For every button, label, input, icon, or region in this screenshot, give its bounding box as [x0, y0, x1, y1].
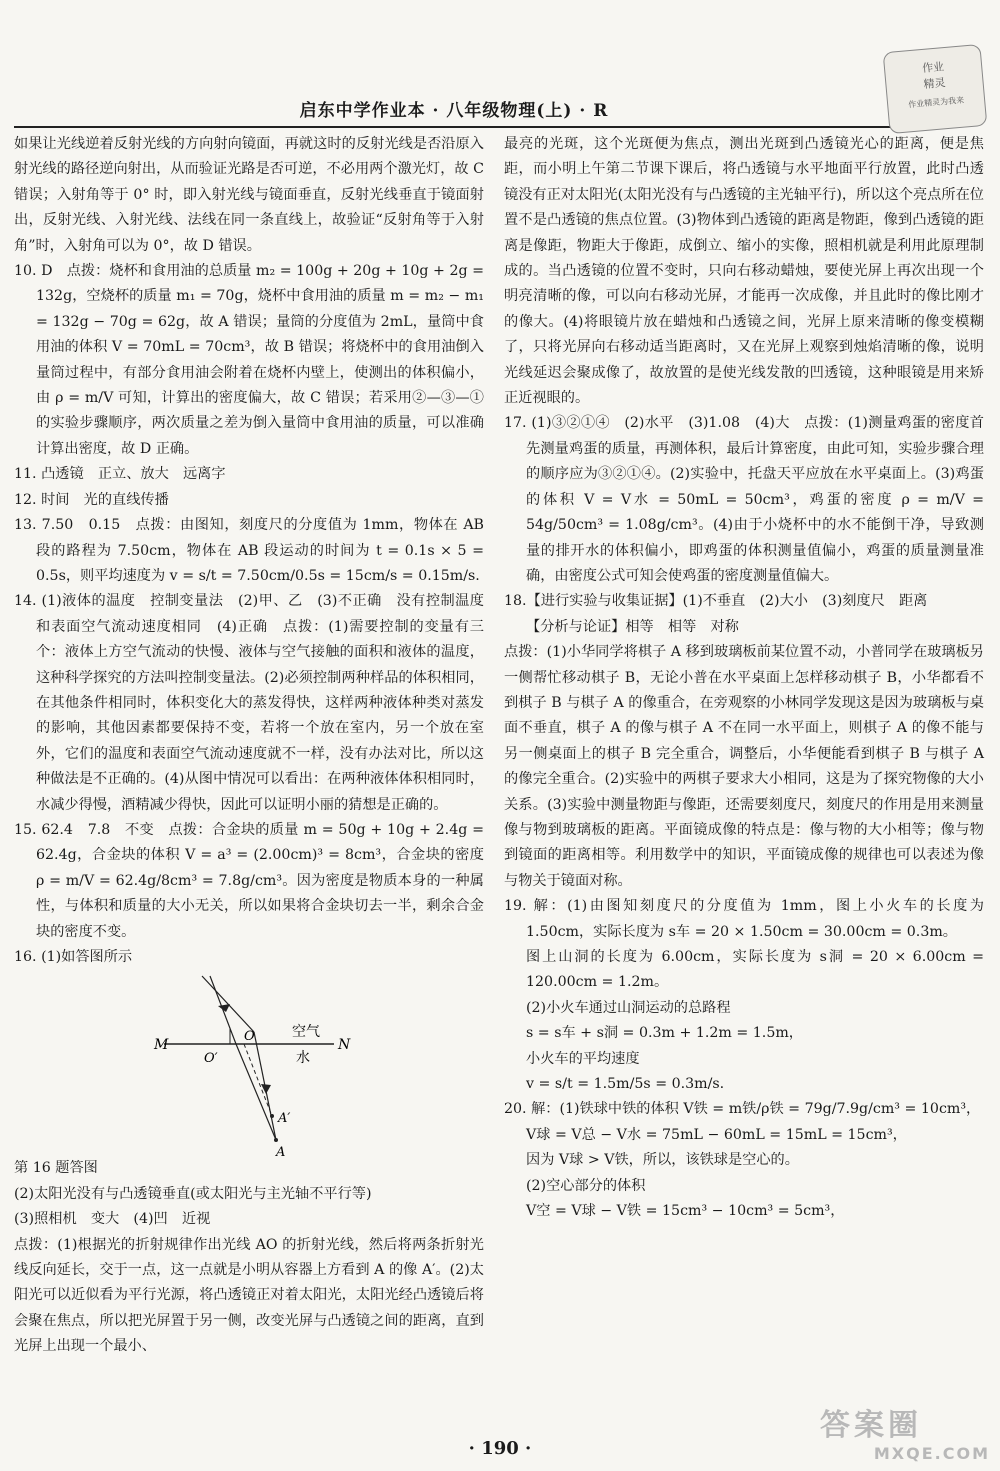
label-m: M: [154, 1037, 169, 1054]
answer-17: 17. (1)③②①④ (2)水平 (3)1.08 (4)大 点拨：(1)测量鸡蛋的密度首先测量鸡蛋的质量，再测体积，最后计算密度，由此可知，实验步骤合理的顺序应为③②①④。(2)实验中，托盘天平应放在水平桌面上。(3)鸡蛋的体积 V = V水 = 50mL = 50cm³，鸡蛋的密度 ρ = m/V = 54g/50cm³ = 1.08g/cm³。(4)由于小烧杯中的水不能倒干净，导致测量的排开水的体积偏小，即鸡蛋的体积测量值偏小，鸡蛋的质量测量准确，由密度公式可知会使鸡蛋的密度测量值偏大。: [504, 415, 984, 584]
object-point: [274, 1138, 278, 1142]
page-header: [14, 96, 894, 128]
answer-18-explanation: 点拨：(1)小华同学将棋子 A 移到玻璃板前某位置不动，小普同学在玻璃板另一侧帮忙移动棋子 B，无论小普在水平桌面上怎样移动棋子 B，小华都看不到棋子 B 与棋子 A 的像重合，在旁观察的小林同学发现这是因为玻璃板与桌面不垂直，棋子 A 的像与棋子 A 不在同一水平面上，则棋子 A 的像不能与另一侧桌面上的棋子 B 完全重合，调整后，小华便能看到棋子 B 与棋子 A 的像完全重合。(2)实验中的两棋子要求大小相同，这是为了探究物像的大小关系。(3)实验中测量物距与像距，还需要刻度尺，刻度尺的作用是用来测量像与物到玻璃板的距离。平面镜成像的特点是：像与物的大小相等；像与物到镜面的距离相等。利用数学中的知识，平面镜成像的规律也可以表述为像与物关于镜面对称。: [504, 644, 984, 889]
answer-19-part-2: (2)小火车通过山洞运动的总路程: [526, 999, 731, 1016]
answer-20-part-2: (2)空心部分的体积: [526, 1177, 646, 1194]
label-n: N: [338, 1037, 351, 1054]
incident-ray-2: [210, 976, 236, 1044]
answer-16-continued: 最亮的光斑，这个光斑便为焦点，测出光斑到凸透镜光心的距离，便是焦距，而小明上午第二节课下课后，将凸透镜与水平地面平行放置，此时凸透镜没有正对太阳光(太阳光没有与凸透镜的主光轴平行)，所以这个亮点所在位置不是凸透镜的焦点位置。(3)物体到凸透镜的距离是物距，像到凸透镜的距离是像距，物距大于像距，成倒立、缩小的实像，照相机就是利用此原理制成的。当凸透镜的位置不变时，只向右移动蜡烛，要使光屏上再次出现一个明亮清晰的像，可以向右移动光屏，才能再一次成像，并且此时的像比刚才的像大。(4)将眼镜片放在蜡烛和凸透镜之间，光屏上原来清晰的像变模糊了，只将光屏向右移动适当距离时，又在光屏上观察到烛焰清晰的像，说明光线延迟会聚成像了，故放置的是使光线发散的凹透镜，这种眼镜是用来矫正近视眼的。: [504, 136, 984, 407]
stamp-line-3: 作业精灵为我来: [907, 95, 965, 110]
refraction-diagram: [14, 970, 484, 1156]
answer-20: 20. 解：(1)铁球中铁的体积 V铁 = m铁/ρ铁 = 79g/7.9g/cm³ = 10cm³，: [504, 1101, 981, 1118]
figure-caption: 第 16 题答图: [14, 1160, 98, 1177]
refraction-diagram-svg: [14, 970, 484, 1156]
watermark-line-1: 答案圈: [820, 1408, 922, 1443]
answer-11: 11. 凸透镜 正立、放大 远离字: [14, 466, 226, 483]
left-column: [14, 132, 484, 1360]
arrow-1: [218, 1004, 230, 1012]
answer-10: 10. D 点拨：烧杯和食用油的总质量 m₂ = 100g + 20g + 10g + 2g = 132g，空烧杯的质量 m₁ = 70g，烧杯中食用油的质量 m = m₂ − m₁ = 132g − 70g = 62g，故 A 错误；量筒的分度值为 2mL，量筒中食用油的体积 V = 70mL = 70cm³，故 B 错误；将烧杯中的食用油倒入量筒过程中，有部分食用油会附着在烧杯内壁上，使测出的体积偏小，由 ρ = m/V 可知，计算出的密度偏大，故 C 错误；若采用②—③—①的实验步骤顺序，两次质量之差为倒入量筒中食用油的质量，可以准确计算出密度，故 D 正确。: [14, 263, 484, 457]
answer-14: 14. (1)液体的温度 控制变量法 (2)甲、乙 (3)不正确 没有控制温度和表面空气流动速度相同 (4)正确 点拨：(1)需要控制的变量有三个：液体上方空气流动的快慢、液体与空气接触的面积和液体的温度，这种科学探究的方法叫控制变量法。(2)必须控制两种样品的体积相同，在其他条件相同时，体积变化大的蒸发得快，这样两种液体种类对蒸发的影响，其他因素都要保持不变，若将一个放在室内，另一个放在室外，它们的温度和表面空气流动速度就不一样，没有办法对比，所以这种做法是不正确的。(4)从图中情况可以看出：在两种液体体积相同时，水减少得慢，酒精减少得快，因此可以证明小丽的猜想是正确的。: [14, 593, 484, 813]
label-a-prime: A′: [278, 1111, 291, 1127]
answer-13: 13. 7.50 0.15 点拨：由图知，刻度尺的分度值为 1mm，物体在 AB 段的路程为 7.50cm，物体在 AB 段运动的时间为 t = 0.1s × 5 = 0.5s，则平均速度为 v = s/t = 7.50cm/0.5s = 15cm/s = 0.15m/s.: [14, 517, 484, 584]
answer-19-speed-label: 小火车的平均速度: [526, 1050, 640, 1067]
answer-9-continued: 如果让光线逆着反射光线的方向射向镜面，再就这时的反射光线是否沿原入射光线的路径逆向射出，从而验证光路是否可逆，不必用两个激光灯，故 C 错误；入射角等于 0° 时，即入射光线与镜面垂直，反射光线垂直于镜面射出，反射光线、入射光线、法线在同一条直线上，故验证“反射角等于入射角”时，入射角可以为 0°，故 D 错误。: [14, 136, 484, 254]
answer-16: 16. (1)如答图所示: [14, 949, 133, 965]
answer-19-tunnel: 图上山洞的长度为 6.00cm，实际长度为 s洞 = 20 × 6.00cm = 120.00cm = 1.2m。: [526, 949, 984, 991]
virtual-extension: [244, 1044, 272, 1116]
label-o-prime: O′: [204, 1051, 218, 1067]
answer-18: 18.【进行实验与收集证据】(1)不垂直 (2)大小 (3)刻度尺 距离: [504, 593, 928, 610]
label-water: 水: [296, 1050, 310, 1067]
answer-16-explanation: 点拨：(1)根据光的折射规律作出光线 AO 的折射光线，然后将两条折射光线反向延长，交于一点，这一点就是小明从容器上方看到 A 的像 A′。(2)太阳光可以近似看为平行光源，将凸透镜正对着太阳光，太阳光经凸透镜后将会聚在焦点，所以把光屏置于另一侧，改变光屏与凸透镜之间的距离，直到光屏上出现一个最小、: [14, 1236, 484, 1355]
answer-19-distance: s = s车 + s洞 = 0.3m + 1.2m = 1.5m，: [526, 1025, 803, 1042]
label-air: 空气: [292, 1024, 320, 1041]
answer-16-part-3: (3)照相机 变大 (4)凹 近视: [14, 1211, 211, 1228]
stamp-line-2: 精灵: [922, 76, 947, 91]
answer-20-conclusion: 因为 V球 > V铁，所以，该铁球是空心的。: [526, 1152, 799, 1169]
watermark-line-2: MXQE.COM: [873, 1444, 990, 1463]
answer-20-hollow-volume: V空 = V球 − V铁 = 15cm³ − 10cm³ = 5cm³，: [526, 1203, 845, 1220]
answer-15: 15. 62.4 7.8 不变 点拨：合金块的质量 m = 50g + 10g + 2.4g = 62.4g，合金块的体积 V = a³ = (2.00cm)³ = 8cm³，合金块的密度 ρ = m/V = 62.4g/8cm³ = 7.8g/cm³。因为密度是物质本身的一种属性，与体积和质量的大小无关，所以如果将合金块切去一半，剩余合金块的密度不变。: [14, 821, 484, 940]
answer-19: 19. 解：(1)由图知刻度尺的分度值为 1mm，图上小火车的长度为 1.50cm，实际长度为 s车 = 20 × 1.50cm = 30.00cm = 0.3m。: [504, 898, 984, 940]
label-o: O: [244, 1029, 255, 1045]
stamp-line-1: 作业: [921, 60, 945, 76]
page-number: · 190 ·: [468, 1438, 532, 1459]
answer-12: 12. 时间 光的直线传播: [14, 491, 169, 508]
label-a: A: [276, 1145, 286, 1157]
logo-stamp: [883, 44, 988, 134]
answer-18-analysis: 【分析与论证】相等 相等 对称: [526, 618, 739, 635]
answer-20-ball-volume: V球 = V总 − V水 = 75mL − 60mL = 15mL = 15cm³，: [526, 1126, 907, 1143]
image-point: [270, 1114, 274, 1118]
watermark-logo: [820, 1400, 990, 1470]
header-title: 启东中学作业本 · 八年级物理(上) · R: [299, 101, 609, 121]
right-column: [504, 132, 984, 1224]
refracted-ray-2: [236, 1044, 276, 1140]
answer-19-speed: v = s/t = 1.5m/5s = 0.3m/s.: [526, 1076, 725, 1093]
answer-16-part-2: (2)太阳光没有与凸透镜垂直(或太阳光与主光轴不平行等): [14, 1185, 372, 1202]
